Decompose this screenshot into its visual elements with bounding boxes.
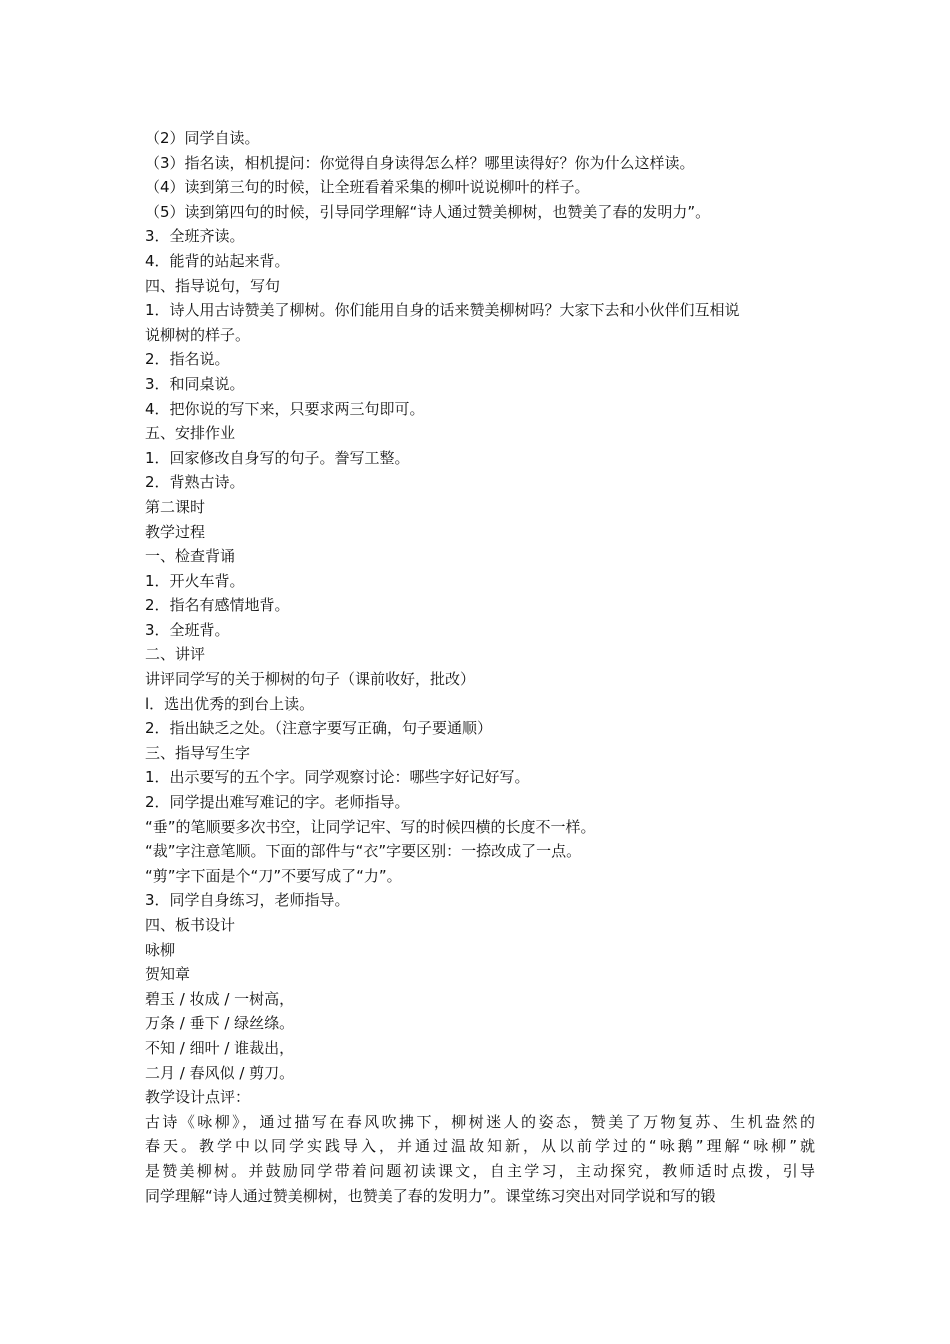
text-line: 3．和同桌说。 (145, 374, 245, 393)
text-line: 咏柳 (145, 940, 176, 959)
text-line: l．选出优秀的到台上读。 (145, 694, 315, 713)
text-line: 一、检查背诵 (145, 547, 236, 566)
text-line: 4．把你说的写下来，只要求两三句即可。 (145, 399, 425, 418)
text-line: 讲评同学写的关于柳树的句子（课前收好，批改） (145, 670, 476, 689)
text-line: （4）读到第三句的时候，让全班看着采集的柳叶说说柳叶的样子。 (145, 178, 590, 197)
text-line: 三、指导写生字 (145, 743, 251, 762)
text-line: 3．全班齐读。 (145, 227, 245, 246)
text-line: （3）指名读，相机提问：你觉得自身读得怎么样？哪里读得好？你为什么这样读。 (145, 153, 695, 172)
text-line: 五、安排作业 (145, 424, 236, 443)
text-line: 2．指名说。 (145, 350, 230, 369)
text-line: 1．回家修改自身写的句子。誊写工整。 (145, 448, 410, 467)
text-line: 教学设计点评： (145, 1088, 251, 1107)
paragraph-line: 春天。教学中以同学实践导入，并通过温故知新，从以前学过的“咏鹅”理解“咏柳”就 (145, 1137, 815, 1156)
text-line: 碧玉 / 妆成 / 一树高， (145, 989, 295, 1008)
text-line: 四、板书设计 (145, 916, 236, 934)
text-line: 不知 / 细叶 / 谁裁出， (145, 1038, 295, 1057)
document-body (145, 126, 815, 1208)
text-line: 1．诗人用古诗赞美了柳树。你们能用自身的话来赞美柳树吗？大家下去和小伙伴们互相说 (145, 301, 740, 320)
text-line: 二、讲评 (145, 645, 206, 664)
text-line: （5）读到第四句的时候，引导同学理解“诗人通过赞美柳树，也赞美了春的发明力”。 (145, 202, 711, 221)
text-line: 2．指名有感情地背。 (145, 596, 290, 615)
paragraph-line: 同学理解“诗人通过赞美柳树，也赞美了春的发明力”。课堂练习突出对同学说和写的锻 (145, 1186, 716, 1205)
text-line: 贺知章 (145, 965, 191, 984)
text-line: 2．指出缺乏之处。（注意字要写正确，句子要通顺） (145, 719, 493, 738)
text-line: 万条 / 垂下 / 绿丝绦。 (145, 1014, 295, 1033)
text-lines (145, 126, 815, 1110)
text-line: 二月 / 春风似 / 剪刀。 (145, 1063, 295, 1082)
text-line: 4．能背的站起来背。 (145, 251, 290, 270)
text-line: 四、指导说句，写句 (145, 276, 281, 295)
text-line: 3．全班背。 (145, 620, 230, 639)
text-line: “剪”字下面是个“刀”不要写成了“力”。 (145, 866, 402, 885)
text-line: 第二课时 (145, 497, 206, 516)
text-line: “垂”的笔顺要多次书空，让同学记牢、写的时候四横的长度不一样。 (145, 817, 596, 836)
text-line: 1．出示要写的五个字。同学观察讨论：哪些字好记好写。 (145, 768, 530, 787)
text-line: 2．同学提出难写难记的字。老师指导。 (145, 793, 410, 812)
text-line: 1．开火车背。 (145, 571, 245, 590)
text-line: “裁”字注意笔顺。下面的部件与“衣”字要区别：一捺改成了一点。 (145, 842, 582, 861)
paragraph-line: 是赞美柳树。并鼓励同学带着问题初读课文，自主学习，主动探究，教师适时点拨，引导 (145, 1161, 815, 1180)
text-line: 教学过程 (145, 522, 206, 541)
text-line: 3．同学自身练习，老师指导。 (145, 891, 350, 910)
text-line: （2）同学自读。 (145, 129, 260, 147)
review-paragraph (145, 1110, 815, 1208)
paragraph-line: 古诗《咏柳》，通过描写在春风吹拂下，柳树迷人的姿态，赞美了万物复苏、生机盎然的 (145, 1112, 815, 1131)
text-line: 说柳树的样子。 (145, 325, 251, 344)
text-line: 2．背熟古诗。 (145, 473, 245, 492)
